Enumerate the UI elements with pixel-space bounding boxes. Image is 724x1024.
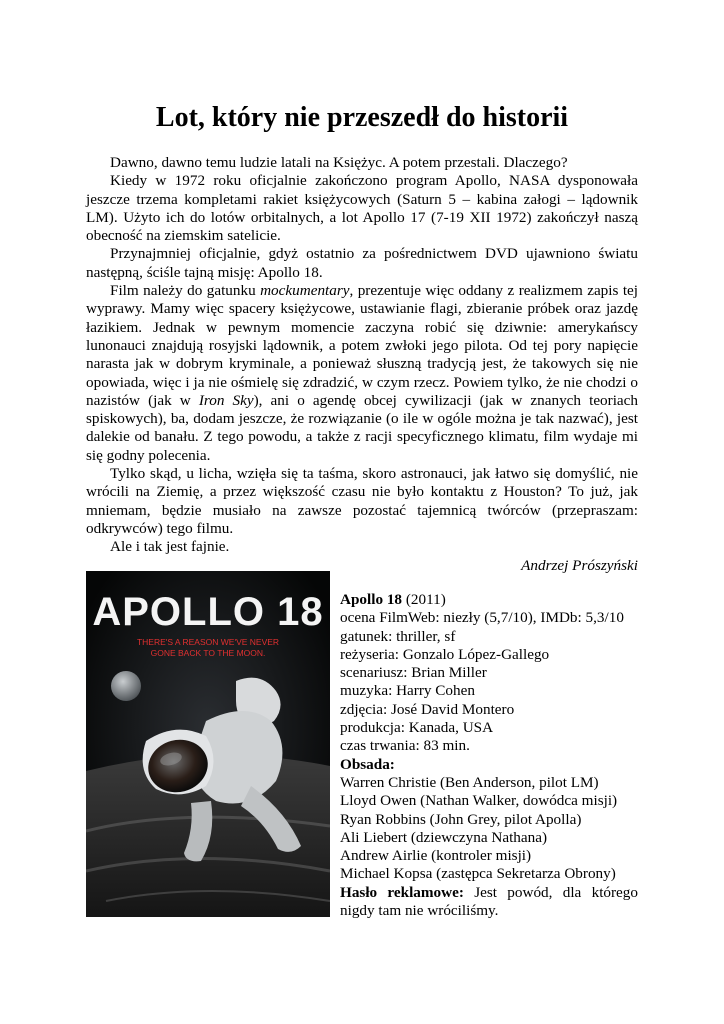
article-body <box>86 154 638 575</box>
film-production: produkcja: Kanada, USA <box>340 719 494 737</box>
film-music: muzyka: Harry Cohen <box>340 682 475 700</box>
poster-tagline: GONE BACK TO THE MOON. <box>150 648 266 658</box>
paragraph <box>86 282 638 465</box>
cast-member: Ryan Robbins (John Grey, pilot Apolla) <box>340 810 582 828</box>
film-info <box>340 591 638 920</box>
poster-title: APOLLO 18 <box>92 590 324 634</box>
cast-label: Obsada: <box>340 755 395 773</box>
text-run: Film należy do gatunku <box>110 282 261 300</box>
cast-member: Warren Christie (Ben Anderson, pilot LM) <box>340 773 599 791</box>
text-run: , prezentuje więc oddany z realizmem zapis tej wyprawy. Mamy więc spacery księżycowe, ustawianie flagi, zbieranie próbek oraz jazdę łazikiem. Jednak w pewnym momencie zaczyna robić się dziwnie: amerykańscy lunonauci znajdują rosyjski lądownik, a potem zwłoki jego pilota. Od tej pory napięcie narasta jak w dobrym kryminale, a ponieważ słuszną tradycją jest, że takowych się nie opowiada, więc i ja nie ośmielę się zdradzić, w czym rzecz. Powiem tylko, że nie chodzi o nazistów (jak w <box>86 282 638 409</box>
film-title: Apollo 18 <box>340 591 403 608</box>
genre-term: mockumentary <box>260 282 350 300</box>
paragraph: Dawno, dawno temu ludzie latali na Księżyc. A potem przestali. Dlaczego? <box>110 154 568 171</box>
earth-icon <box>111 671 141 701</box>
slogan-text: Jest powód, dla którego nigdy tam nie wróciliśmy. <box>340 883 638 920</box>
film-director: reżyseria: Gonzalo López-Gallego <box>340 645 550 663</box>
cast-member: Ali Liebert (dziewczyna Nathana) <box>340 828 548 846</box>
film-slogan <box>340 884 638 921</box>
film-reference: Iron Sky <box>198 391 254 409</box>
movie-poster <box>86 571 330 917</box>
paragraph: Ale i tak jest fajnie. <box>110 538 230 556</box>
film-screenplay: scenariusz: Brian Miller <box>340 664 487 682</box>
cast-member: Andrew Airlie (kontroler misji) <box>340 847 532 865</box>
film-rating: ocena FilmWeb: niezły (5,7/10), IMDb: 5,3/10 <box>340 609 624 627</box>
author-signature: Andrzej Prószyński <box>521 556 638 574</box>
page-title: Lot, który nie przeszedł do historii <box>155 102 569 133</box>
poster-tagline: THERE'S A REASON WE'VE NEVER <box>136 637 280 647</box>
film-year: (2011) <box>405 591 446 608</box>
film-photography: zdjęcia: José David Montero <box>340 700 515 718</box>
paragraph: Tylko skąd, u licha, wzięła się ta taśma, skoro astronauci, jak łatwo się domyślić, nie wrócili na Ziemię, a przez większość czasu nie było kontaktu z Houston? To już, jak mniemam, będzie musiało na zawsze pozostać tajemnicą twórców (przepraszam: odkrywców) tego filmu. <box>86 465 638 537</box>
slogan-label: Hasło reklamowe: <box>340 883 464 901</box>
film-genre: gatunek: thriller, sf <box>340 627 456 645</box>
paragraph: Kiedy w 1972 roku oficjalnie zakończono program Apollo, NASA dysponowała jeszcze trzema kompletami rakiet księżycowych (Saturn 5 – kabina załogi – lądownik LM). Użyto ich do lotów orbitalnych, a lot Apollo 17 (7-19 XII 1972) zakończył naszą obecność na ziemskim satelicie. <box>86 172 638 245</box>
cast-member: Lloyd Owen (Nathan Walker, dowódca misji) <box>340 792 618 810</box>
text-run: ), ani o agendę obcej cywilizacji (jak w znanych teoriach spiskowych), ba, dodam jeszcze, że rozwiązanie (o ile w ogóle można je tak nazwać), jest dalekie od banału. Z tego powodu, a także z racji specyficznego klimatu, film wydaje mi się godny polecenia. <box>86 391 639 464</box>
cast-member: Michael Kopsa (zastępca Sekretarza Obrony) <box>340 865 616 883</box>
film-runtime: czas trwania: 83 min. <box>340 737 470 755</box>
paragraph: Przynajmniej oficjalnie, gdyż ostatnio za pośrednictwem DVD ujawniono światu następną, ściśle tajną misję: Apollo 18. <box>86 245 638 281</box>
